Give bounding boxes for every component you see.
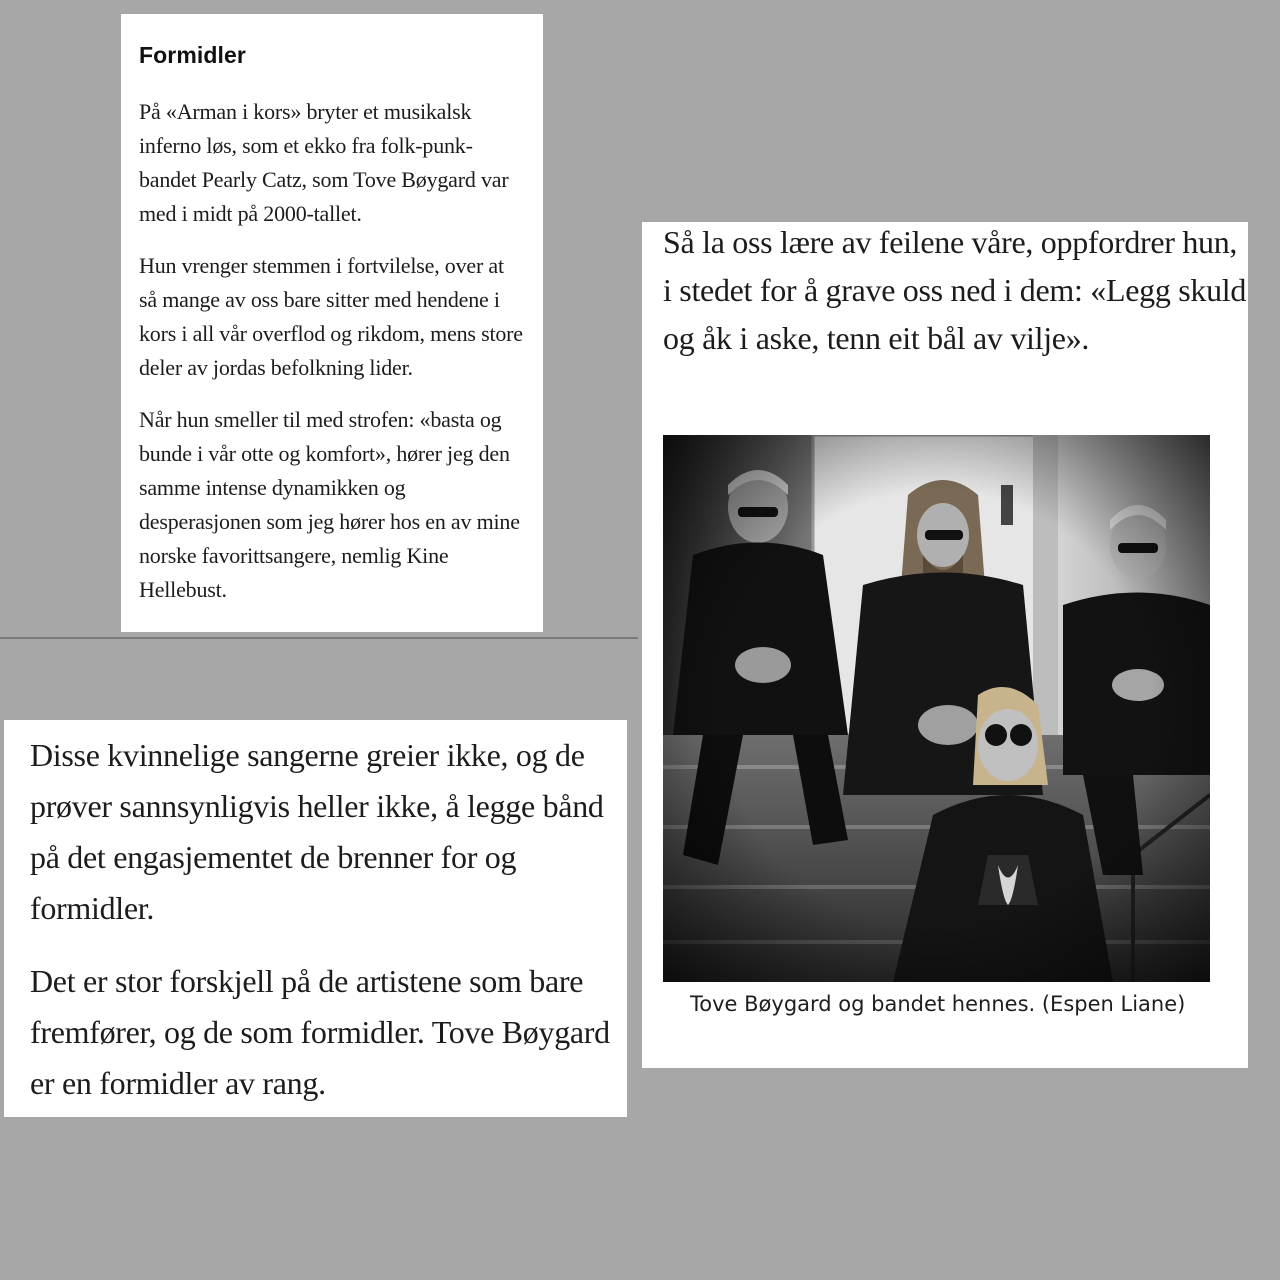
divider-line <box>0 637 638 639</box>
article-clipping-quote <box>4 720 627 1117</box>
paragraph-1: På «Arman i kors» bryter et musikalsk inferno løs, som et ekko fra folk-punk-bandet Pearly Catz, som Tove Bøygard var med i midt på 2000-tallet. <box>139 99 509 226</box>
paragraph-formidler: Det er stor forskjell på de artistene som bare fremfører, og de som formidler. Tove Bøygard er en formidler av rang. <box>30 963 610 1101</box>
article-clipping-formidler <box>121 14 543 632</box>
paragraph-2: Hun vrenger stemmen i fortvilelse, over at så mange av oss bare sitter med hendene i kors i all vår overflod og rikdom, mens store deler av jordas befolkning lider. <box>139 253 523 380</box>
paragraph-3: Når hun smeller til med strofen: «basta og bunde i vår otte og komfort», hører jeg den samme intense dynamikken og desperasjonen som jeg hører hos en av mine norske favorittsangere, nemlig Kine Hellebust. <box>139 407 520 602</box>
band-photo <box>663 435 1210 982</box>
article-clipping-photo <box>642 222 1248 1068</box>
section-heading: Formidler <box>139 42 246 68</box>
photo-caption: Tove Bøygard og bandet hennes. (Espen Liane) <box>690 992 1186 1016</box>
paragraph-singers: Disse kvinnelige sangerne greier ikke, og de prøver sannsynligvis heller ikke, å legge bånd på det engasjementet de brenner for og formidler. <box>30 737 604 926</box>
lead-paragraph: Så la oss lære av feilene våre, oppfordrer hun, i stedet for å grave oss ned i dem: «Legg skuld og åk i aske, tenn eit bål av vilje». <box>663 224 1247 356</box>
